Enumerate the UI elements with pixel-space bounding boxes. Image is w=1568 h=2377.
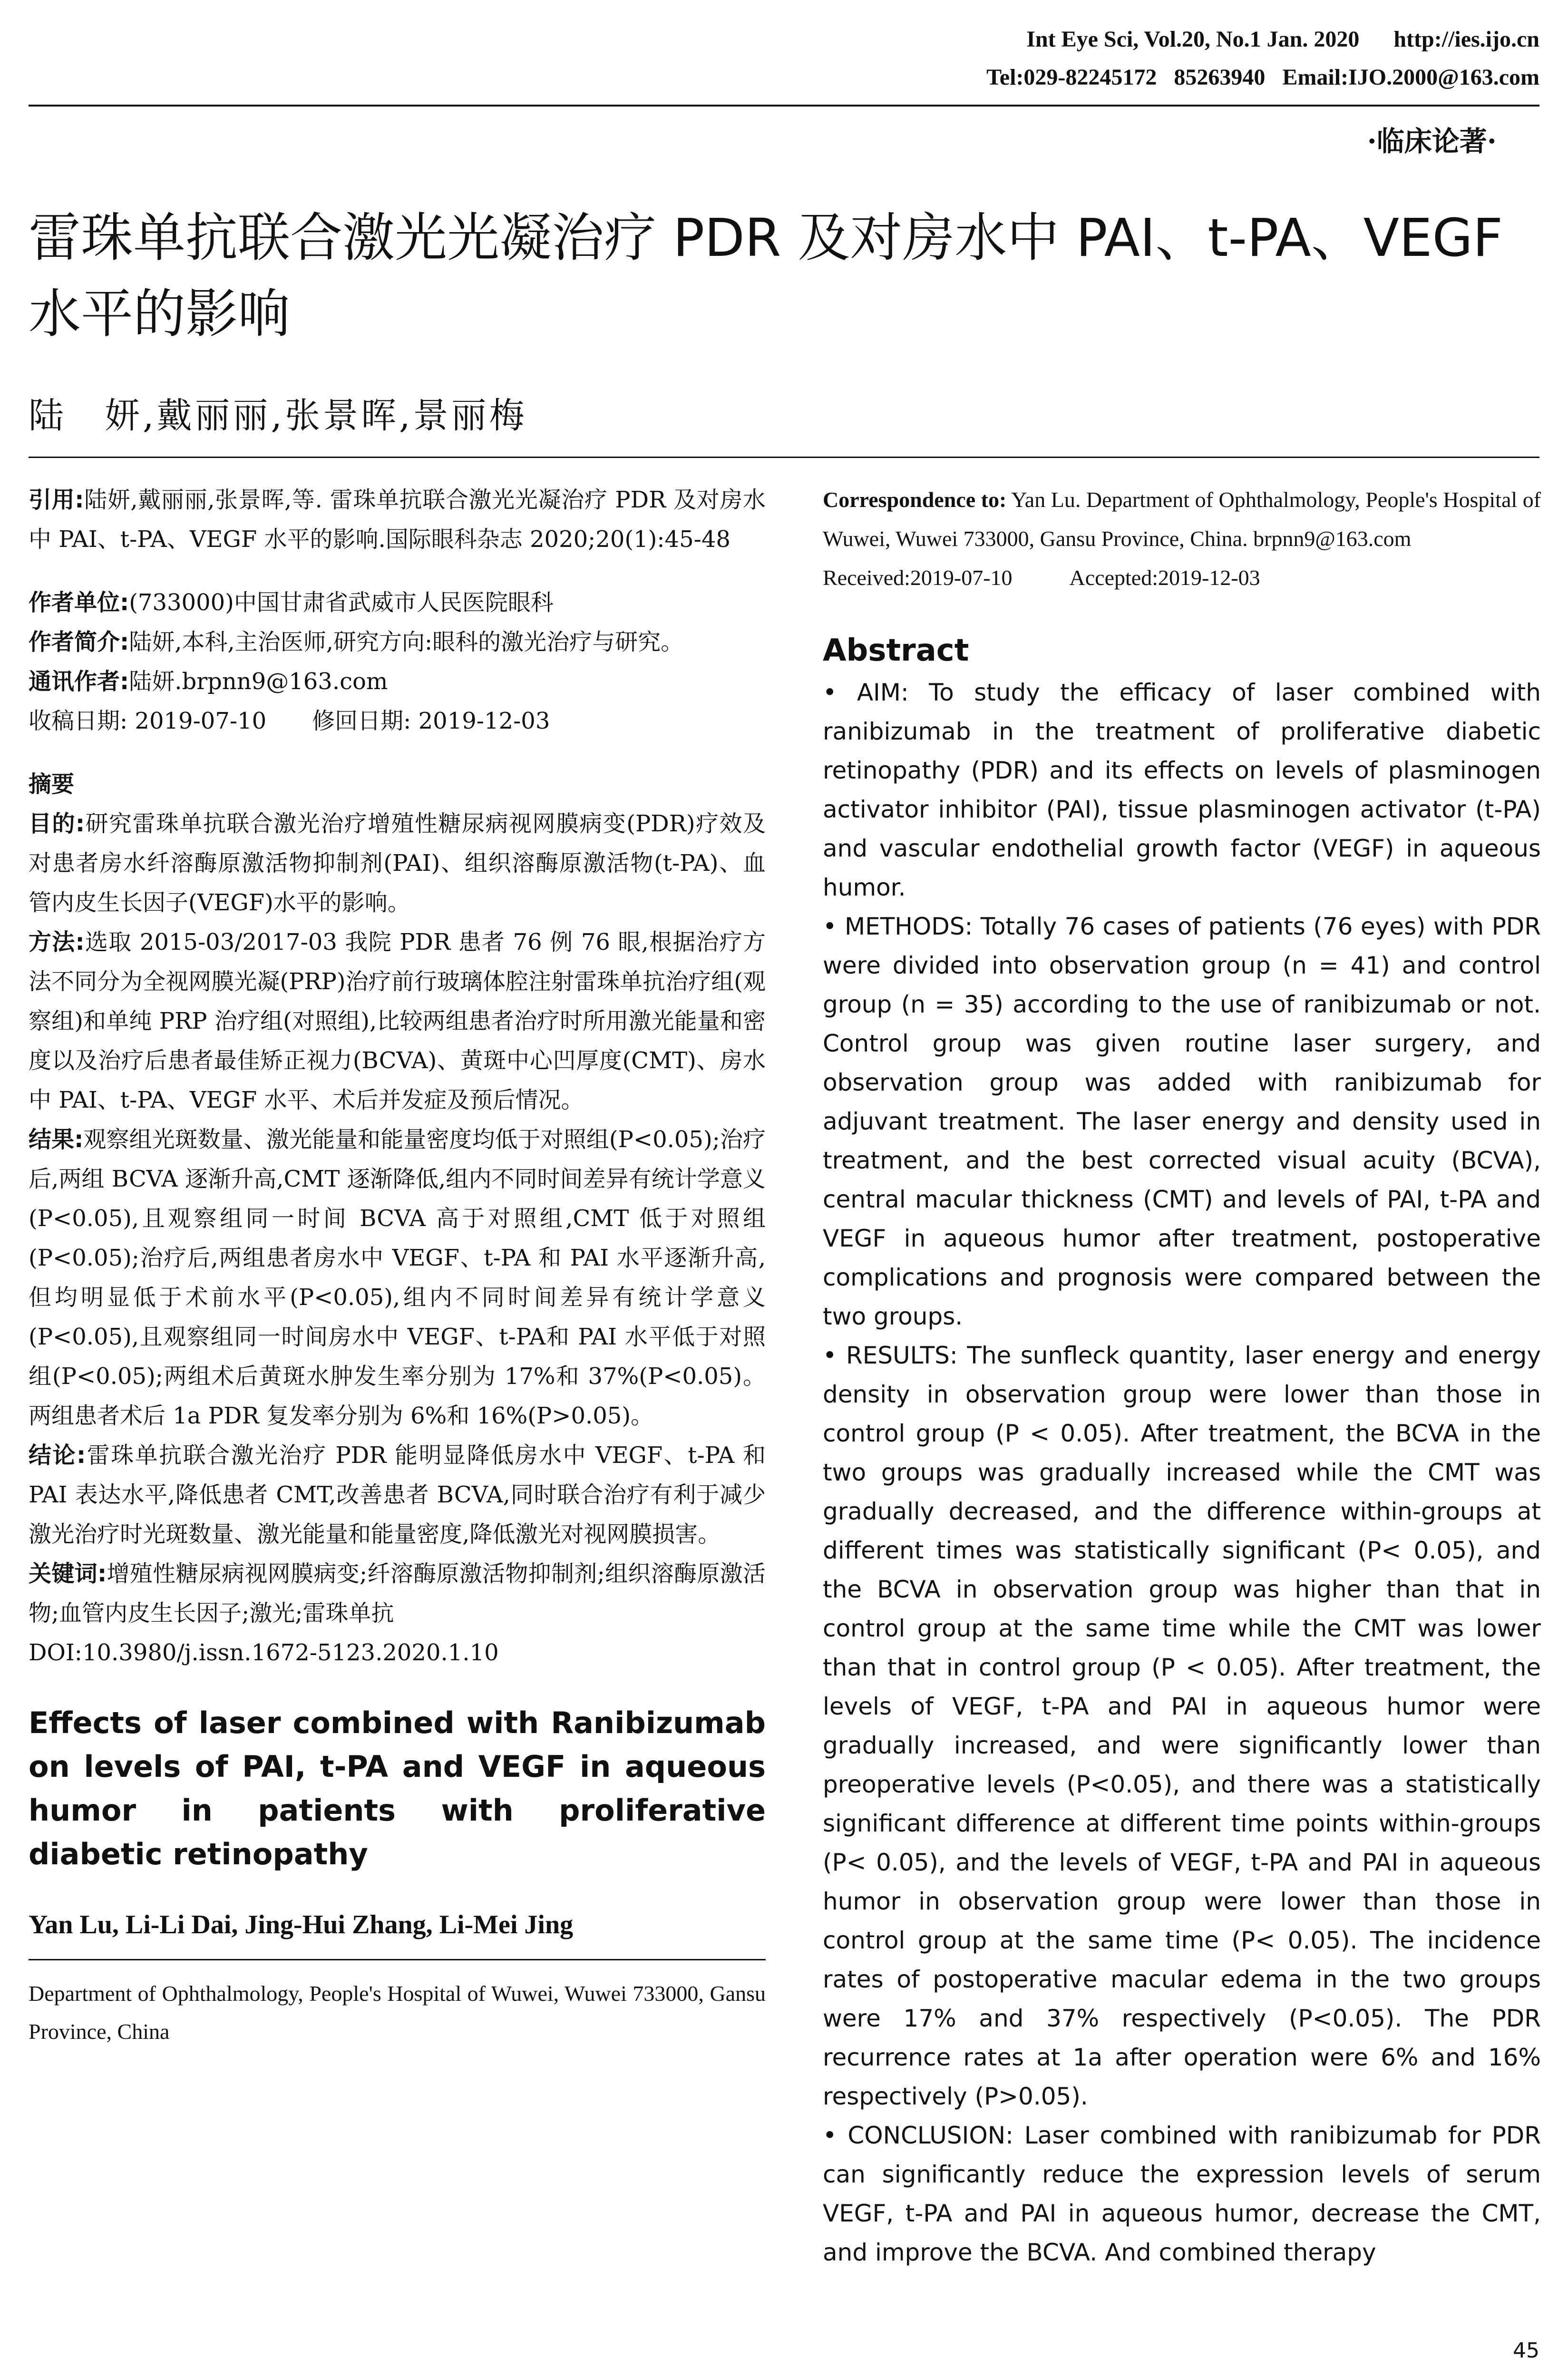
received-date: Received:2019-07-10 bbox=[823, 565, 1013, 590]
corresponding-author: 通讯作者:陆妍.brpnn9@163.com bbox=[29, 668, 388, 695]
header-rule bbox=[29, 105, 1539, 107]
dates-cn: 收稿日期: 2019-07-10 修回日期: 2019-12-03 bbox=[29, 708, 550, 734]
results-cn: 结果:观察组光斑数量、激光能量和能量密度均低于对照组(P<0.05);治疗后,两组 BCVA 逐渐升高,CMT 逐渐降低,组内不同时间差异有统计学意义(P<0.05),且观察组同一时间 BCVA 高于对照组,CMT 低于对照组(P<0.05);治疗后,两组患者房水中 VEGF、t-PA 和 PAI 水平逐渐升高,但均明显低于术前水平(P<0.05),组内不同时间差异有统计学意义(P<0.05),且观察组同一时间房水中 VEGF、t-PA和 PAI 水平低于对照组(P<0.05);两组术后黄斑水肿发生率分别为 17%和 37%(P<0.05)。两组患者术后 1a PDR 复发率分别为 6%和 16%(P>0.05)。 bbox=[29, 1126, 766, 1429]
accepted-date: Accepted:2019-12-03 bbox=[1069, 565, 1260, 590]
keywords-cn: 关键词:增殖性糖尿病视网膜病变;纤溶酶原激活物抑制剂;组织溶酶原激活物;血管内皮生长因子;激光;雷珠单抗 bbox=[29, 1560, 766, 1627]
affiliation-en: Department of Ophthalmology, People's Hospital of Wuwei, Wuwei 733000, Gansu Province, China bbox=[29, 1981, 766, 2044]
left-column bbox=[29, 480, 766, 2051]
page-number: 45 bbox=[1513, 2338, 1539, 2363]
methods-cn: 方法:选取 2015-03/2017-03 我院 PDR 患者 76 例 76 眼,根据治疗方法不同分为全视网膜光凝(PRP)治疗前行玻璃体腔注射雷珠单抗治疗组(观察组)和单纯 PRP 治疗组(对照组),比较两组患者治疗时所用激光能量和密度以及治疗后患者最佳矫正视力(BCVA)、黄斑中心凹厚度(CMT)、房水中 PAI、t-PA、VEGF 水平、术后并发症及预后情况。 bbox=[29, 929, 766, 1113]
abstract-heading: Abstract bbox=[823, 633, 969, 668]
author-bio: 作者简介:陆妍,本科,主治医师,研究方向:眼科的激光治疗与研究。 bbox=[29, 629, 684, 655]
article-title: 雷珠单抗联合激光光凝治疗 PDR 及对房水中 PAI、t-PA、VEGF 水平的影响 bbox=[29, 207, 1503, 344]
received-accepted bbox=[823, 558, 1541, 597]
journal-header-line1: Int Eye Sci, Vol.20, No.1 Jan. 2020 http://ies.ijo.cn bbox=[1026, 27, 1539, 52]
aim-cn: 目的:研究雷珠单抗联合激光治疗增殖性糖尿病视网膜病变(PDR)疗效及对患者房水纤溶酶原激活物抑制剂(PAI)、组织溶酶原激活物(t-PA)、血管内皮生长因子(VEGF)水平的影响。 bbox=[29, 810, 766, 916]
section-tag: ·临床论著· bbox=[1367, 125, 1497, 157]
authors-cn: 陆 妍,戴丽丽,张景晖,景丽梅 bbox=[29, 395, 527, 436]
affiliation-rule bbox=[29, 1959, 766, 1960]
title-rule bbox=[29, 457, 1539, 458]
abstract-results: • RESULTS: The sunfleck quantity, laser energy and energy density in observation group were lower than those in control group (P < 0.05). After treatment, the BCVA in the two groups was gradually increased while the CMT was gradually decreased, and the difference within-groups at different times was statistically significant (P< 0.05), and the BCVA in observation group was higher than that in control group at the same time while the CMT was lower than that in control group (P < 0.05). After treatment, the levels of VEGF, t-PA and PAI in aqueous humor were gradually increased, and were significantly lower than preoperative levels (P<0.05), and there was a statistically significant difference at different time points within-groups (P< 0.05), and the levels of VEGF, t-PA and PAI in aqueous humor in observation group were lower than those in control group at the same time (P< 0.05). The incidence rates of postoperative macular edema in the two groups were 17% and 37% respectively (P<0.05). The PDR recurrence rates at 1a after operation were 6% and 16% respectively (P>0.05). bbox=[823, 1342, 1541, 2110]
abstract-conclusion: • CONCLUSION: Laser combined with ranibizumab for PDR can significantly reduce the expression levels of serum VEGF, t-PA and PAI in aqueous humor, decrease the CMT, and improve the BCVA. And combined therapy bbox=[823, 2122, 1541, 2266]
english-title: Effects of laser combined with Ranibizumab on levels of PAI, t-PA and VEGF in aqueous humor in patients with proliferative diabetic retinopathy bbox=[29, 1705, 766, 1871]
journal-header-line2: Tel:029-82245172 85263940 Email:IJO.2000@163.com bbox=[986, 65, 1539, 90]
citation: 引用:陆妍,戴丽丽,张景晖,等. 雷珠单抗联合激光光凝治疗 PDR 及对房水中 PAI、t-PA、VEGF 水平的影响.国际眼科杂志 2020;20(1):45-48 bbox=[29, 487, 766, 553]
english-authors: Yan Lu, Li-Li Dai, Jing-Hui Zhang, Li-Mei Jing bbox=[29, 1910, 574, 1939]
abstract-label-cn: 摘要 bbox=[29, 771, 75, 798]
abstract-aim: • AIM: To study the efficacy of laser combined with ranibizumab in the treatment of proliferative diabetic retinopathy (PDR) and its effects on levels of plasminogen activator inhibitor (PAI), tissue plasminogen activator (t-PA) and vascular endothelial growth factor (VEGF) in aqueous humor. bbox=[823, 679, 1541, 901]
correspondence-en: Correspondence to: Yan Lu. Department of Ophthalmology, People's Hospital of Wuwei, Wuwei 733000, Gansu Province, China. brpnn9@163.com bbox=[823, 487, 1541, 551]
right-column bbox=[823, 480, 1541, 2272]
conclusion-cn: 结论:雷珠单抗联合激光治疗 PDR 能明显降低房水中 VEGF、t-PA 和 PAI 表达水平,降低患者 CMT,改善患者 BCVA,同时联合治疗有利于减少激光治疗时光斑数量、激光能量和能量密度,降低激光对视网膜损害。 bbox=[29, 1442, 766, 1548]
abstract-methods: • METHODS: Totally 76 cases of patients (76 eyes) with PDR were divided into observation group (n = 41) and control group (n = 35) according to the use of ranibizumab or not. Control group was given routine laser surgery, and observation group was added with ranibizumab for adjuvant treatment. The laser energy and density used in treatment, and the best corrected visual acuity (BCVA), central macular thickness (CMT) and levels of PAI, t-PA and VEGF in aqueous humor after treatment, postoperative complications and prognosis were compared between the two groups. bbox=[823, 913, 1541, 1330]
author-unit: 作者单位:(733000)中国甘肃省武威市人民医院眼科 bbox=[29, 589, 554, 616]
doi: DOI:10.3980/j.issn.1672-5123.2020.1.10 bbox=[29, 1639, 499, 1666]
